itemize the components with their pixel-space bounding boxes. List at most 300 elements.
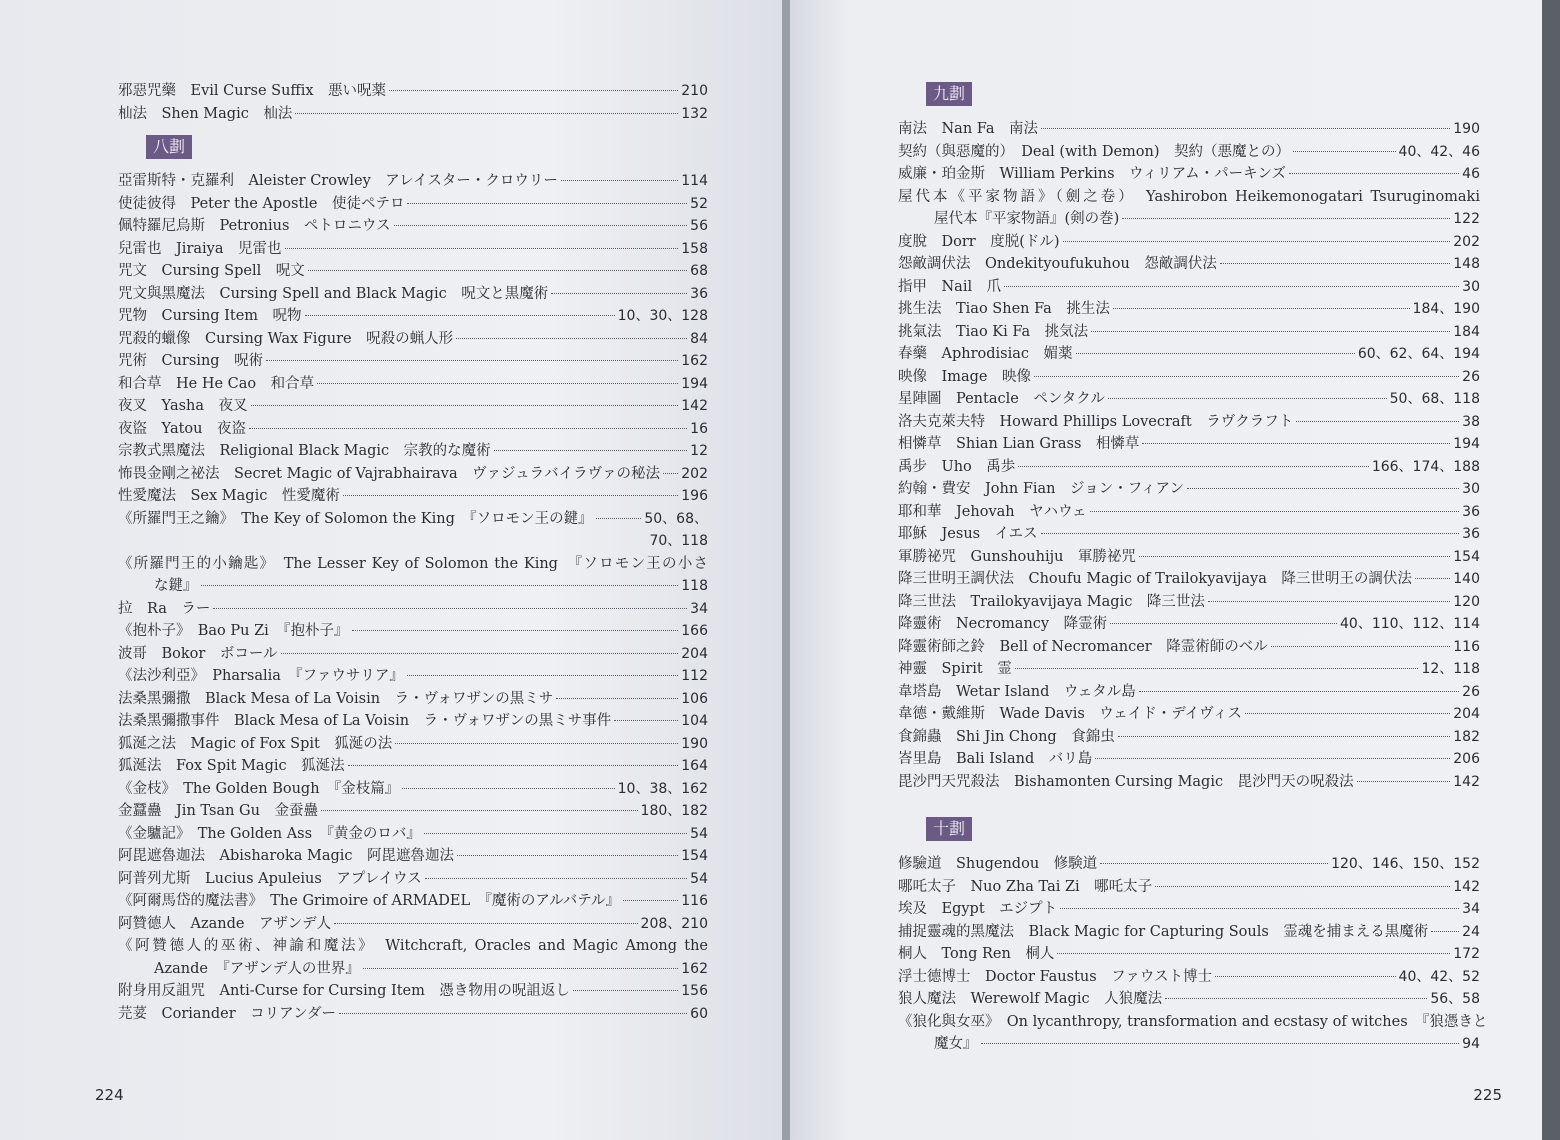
index-entry xyxy=(118,935,708,958)
dot-leader xyxy=(317,383,678,384)
entry-text: 耶穌 Jesus イエス xyxy=(898,526,1038,542)
section-heading-row xyxy=(898,80,1480,118)
entry-pages: 12 xyxy=(690,443,708,459)
entry-pages: 10、30、128 xyxy=(617,308,708,324)
section-heading-row xyxy=(898,815,1480,853)
index-entry xyxy=(118,643,708,666)
index-entry xyxy=(898,1033,1480,1056)
dot-leader xyxy=(1155,886,1450,887)
entry-text: 春藥 Aphrodisiac 媚薬 xyxy=(898,346,1073,362)
index-entry xyxy=(898,141,1480,164)
dot-leader xyxy=(1293,151,1396,152)
index-entry xyxy=(898,1011,1488,1034)
entry-text: 耶和華 Jehovah ヤハウェ xyxy=(898,503,1087,520)
entry-text: 宗教式黑魔法 Religional Black Magic 宗教的な魔術 xyxy=(118,443,491,459)
entry-text: Azande 『アザンデ人の世界』 xyxy=(154,960,360,977)
entry-pages: 156 xyxy=(681,983,708,999)
index-entry xyxy=(118,305,708,328)
index-entry xyxy=(898,921,1480,944)
entry-pages: 180、182 xyxy=(640,803,708,819)
index-entry xyxy=(898,253,1480,276)
entry-pages: 10、38、162 xyxy=(617,780,708,797)
entry-pages: 116 xyxy=(681,893,708,909)
entry-text: 捕捉靈魂的黑魔法 Black Magic for Capturing Souls 霊魂を捕まえる黒魔術 xyxy=(898,923,1429,940)
entry-pages: 172 xyxy=(1453,946,1480,962)
entry-text: 使徒彼得 Peter the Apostle 使徒ペテロ xyxy=(118,195,405,212)
index-entry xyxy=(898,231,1480,254)
index-entry xyxy=(898,276,1480,299)
entry-text: 埃及 Egypt エジプト xyxy=(898,901,1058,917)
index-entry xyxy=(118,755,708,778)
entry-pages: 142 xyxy=(1453,773,1480,790)
index-entry xyxy=(898,591,1480,614)
entry-pages: 196 xyxy=(681,488,708,504)
entry-text: 阿普列尤斯 Lucius Apuleius アプレイウス xyxy=(118,870,422,887)
entry-pages: 36 xyxy=(1462,503,1480,520)
entry-text: 《法沙利亞》 Pharsalia 『ファウサリア』 xyxy=(118,668,404,684)
index-entry xyxy=(898,681,1480,704)
index-entry xyxy=(898,703,1480,726)
entry-pages: 162 xyxy=(681,353,708,369)
entry-text: 星陣圖 Pentacle ペンタクル xyxy=(898,391,1105,407)
index-entry xyxy=(118,395,708,418)
entry-text: 怨敵調伏法 Ondekityoufukuhou 怨敵調伏法 xyxy=(898,256,1217,272)
dot-leader xyxy=(1139,691,1459,692)
entry-pages: 50、68、118 xyxy=(1389,391,1480,407)
dot-leader xyxy=(596,518,642,519)
entry-text: 挑氣法 Tiao Ki Fa 挑気法 xyxy=(898,323,1089,340)
entry-pages: 164 xyxy=(681,758,708,774)
index-entry xyxy=(118,778,708,801)
dot-leader xyxy=(305,315,615,316)
entry-pages: 34 xyxy=(690,600,708,617)
entry-pages: 40、42、52 xyxy=(1398,968,1480,985)
page-number-left: 224 xyxy=(95,1086,124,1104)
dot-leader xyxy=(334,923,637,924)
entry-text: 狐涎之法 Magic of Fox Spit 狐涎の法 xyxy=(118,735,393,752)
dot-leader xyxy=(389,90,678,91)
dot-leader xyxy=(424,833,687,834)
index-entry xyxy=(118,665,708,688)
index-entry xyxy=(118,350,708,373)
dot-leader xyxy=(1076,353,1355,354)
entry-pages: 26 xyxy=(1462,683,1480,700)
entry-text: 約翰・費安 John Fian ジョン・フィアン xyxy=(898,481,1184,497)
entry-pages: 162 xyxy=(681,960,708,977)
entry-text: 咒文 Cursing Spell 呪文 xyxy=(118,263,305,279)
index-entry xyxy=(118,845,708,868)
entry-text: 亞雷斯特・克羅利 Aleister Crowley アレイスター・クロウリー xyxy=(118,173,558,189)
entry-text: 咒術 Cursing 呪術 xyxy=(118,353,264,369)
entry-text: 《抱朴子》 Bao Pu Zi 『抱朴子』 xyxy=(118,623,349,639)
entry-pages: 52 xyxy=(690,195,708,212)
entry-text: 金蠶蠱 Jin Tsan Gu 金蚕蠱 xyxy=(118,803,318,819)
dot-leader xyxy=(1122,218,1450,219)
index-entry xyxy=(118,980,708,1003)
book-gutter xyxy=(782,0,790,1140)
dot-leader xyxy=(457,855,678,856)
entry-text: 映像 Image 映像 xyxy=(898,368,1031,385)
entry-pages: 116 xyxy=(1453,638,1480,655)
index-entry xyxy=(898,966,1480,989)
dot-leader xyxy=(1296,421,1459,422)
entry-text: 軍勝祕咒 Gunshouhiju 軍勝祕咒 xyxy=(898,548,1136,565)
entry-pages: 184、190 xyxy=(1412,301,1480,317)
dot-leader xyxy=(407,203,687,204)
dot-leader xyxy=(1118,736,1451,737)
dot-leader xyxy=(1018,466,1369,467)
index-entry xyxy=(118,193,708,216)
dot-leader xyxy=(623,900,678,901)
index-entry xyxy=(118,913,708,936)
dot-leader xyxy=(1220,263,1450,264)
entry-pages: 182 xyxy=(1453,728,1480,745)
entry-text: 禹步 Uho 禹歩 xyxy=(898,458,1016,475)
entry-text: 《阿贊德人的巫術、神諭和魔法》 Witchcraft, Oracles and Magic Among the xyxy=(118,938,708,954)
entry-pages: 70、118 xyxy=(649,533,708,549)
entry-text: 夜叉 Yasha 夜叉 xyxy=(118,398,248,414)
index-entry xyxy=(898,456,1480,479)
entry-pages: 210 xyxy=(681,83,708,99)
entry-text: 南法 Nan Fa 南法 xyxy=(898,121,1039,137)
entry-pages: 12、118 xyxy=(1421,661,1480,677)
index-entry xyxy=(118,283,708,306)
entry-pages: 122 xyxy=(1453,211,1480,227)
index-entry xyxy=(118,890,708,913)
entry-pages: 24 xyxy=(1462,923,1480,940)
index-entry xyxy=(118,485,708,508)
left-index-list xyxy=(118,80,708,1025)
dot-leader xyxy=(1431,931,1459,932)
entry-pages: 36 xyxy=(690,285,708,302)
index-entry xyxy=(118,508,708,531)
entry-text: 屋代本《平家物語》（劍之卷） Yashirobon Heikemonogatari Tsuruginomaki xyxy=(898,188,1480,205)
entry-text: 附身用反詛咒 Anti-Curse for Cursing Item 憑き物用の呪詛返し xyxy=(118,983,570,999)
entry-text: な鍵』 xyxy=(154,578,198,594)
dot-leader xyxy=(395,743,678,744)
index-entry xyxy=(118,688,708,711)
dot-leader xyxy=(1095,758,1450,759)
entry-pages: 26 xyxy=(1462,368,1480,385)
entry-text: 杣法 Shen Magic 杣法 xyxy=(118,105,293,122)
entry-pages: 120、146、150、152 xyxy=(1331,856,1480,872)
entry-text: 邪惡咒藥 Evil Curse Suffix 悪い呪薬 xyxy=(118,83,387,99)
entry-pages: 204 xyxy=(1453,706,1480,722)
entry-text: 挑生法 Tiao Shen Fa 挑生法 xyxy=(898,301,1110,317)
entry-text: 降三世法 Trailokyavijaya Magic 降三世法 xyxy=(898,593,1205,610)
entry-text: 兒雷也 Jiraiya 児雷也 xyxy=(118,240,282,257)
dot-leader xyxy=(1142,443,1450,444)
entry-text: 降靈術師之鈴 Bell of Necromancer 降霊術師のベル xyxy=(898,638,1268,655)
entry-text: 降靈術 Necromancy 降霊術 xyxy=(898,616,1108,632)
index-entry xyxy=(898,658,1480,681)
index-entry xyxy=(118,620,708,643)
entry-pages: 60 xyxy=(690,1005,708,1022)
page-number-right: 225 xyxy=(1473,1086,1502,1104)
entry-pages: 114 xyxy=(681,173,708,189)
dot-leader xyxy=(308,270,687,271)
dot-leader xyxy=(1063,241,1451,242)
entry-text: 魔女』 xyxy=(934,1036,978,1052)
entry-pages: 112 xyxy=(681,668,708,684)
index-entry xyxy=(898,388,1480,411)
section-heading: 八劃 xyxy=(146,135,192,159)
entry-pages: 202 xyxy=(681,465,708,482)
entry-pages: 154 xyxy=(1453,548,1480,565)
entry-pages: 120 xyxy=(1453,593,1480,610)
entry-pages: 54 xyxy=(690,870,708,887)
index-entry xyxy=(118,215,708,238)
index-entry xyxy=(898,411,1480,434)
entry-text: 《金驢記》 The Golden Ass 『黄金のロバ』 xyxy=(118,825,421,842)
entry-pages: 36 xyxy=(1462,526,1480,542)
entry-text: 和合草 He He Cao 和合草 xyxy=(118,375,315,392)
dot-leader xyxy=(1208,601,1450,602)
dot-leader xyxy=(663,473,678,474)
entry-text: 《狼化與女巫》 On lycanthropy, transformation and ecstasy of witches 『狼憑きと xyxy=(898,1013,1488,1030)
index-entry xyxy=(898,876,1480,899)
index-entry xyxy=(898,771,1480,794)
dot-leader xyxy=(1090,511,1460,512)
index-entry xyxy=(898,568,1480,591)
entry-pages: 206 xyxy=(1453,751,1480,767)
entry-text: 韋德・戴維斯 Wade Davis ウェイド・デイヴィス xyxy=(898,706,1242,722)
dot-leader xyxy=(456,338,687,339)
index-entry xyxy=(898,748,1480,771)
index-entry xyxy=(118,958,708,981)
dot-leader xyxy=(1015,668,1419,669)
dot-leader xyxy=(1215,976,1396,977)
entry-text: 《所羅門王的小鑰匙》 The Lesser Key of Solomon the King 『ソロモン王の小さ xyxy=(118,555,708,572)
entry-text: 芫荽 Coriander コリアンダー xyxy=(118,1005,337,1022)
entry-pages: 50、68、 xyxy=(644,510,708,527)
index-entry xyxy=(118,80,708,103)
index-entry xyxy=(898,613,1480,636)
index-entry xyxy=(898,636,1480,659)
index-entry xyxy=(898,853,1480,876)
entry-pages: 158 xyxy=(681,240,708,257)
index-entry xyxy=(898,501,1480,524)
index-entry xyxy=(118,1003,708,1026)
dot-leader xyxy=(1139,556,1450,557)
index-entry xyxy=(118,463,708,486)
index-entry xyxy=(118,440,708,463)
index-entry xyxy=(118,868,708,891)
dot-leader xyxy=(201,585,679,586)
dot-leader xyxy=(1034,376,1459,377)
dot-leader xyxy=(363,968,678,969)
entry-text: 契約（與惡魔的） Deal (with Demon) 契約（悪魔との） xyxy=(898,143,1291,160)
entry-pages: 190 xyxy=(1453,121,1480,137)
entry-text: 神靈 Spirit 霊 xyxy=(898,661,1012,677)
entry-text: 毘沙門天咒殺法 Bishamonten Cursing Magic 毘沙門天の呪殺法 xyxy=(898,773,1354,790)
dot-leader xyxy=(321,810,638,811)
dot-leader xyxy=(1271,646,1451,647)
entry-pages: 142 xyxy=(681,398,708,414)
entry-pages: 190 xyxy=(681,735,708,752)
entry-text: 《金枝》 The Golden Bough 『金枝篇』 xyxy=(118,780,400,797)
index-entry xyxy=(898,298,1480,321)
entry-text: 威廉・珀金斯 William Perkins ウィリアム・パーキンズ xyxy=(898,166,1287,182)
entry-text: 屋代本『平家物語』(剣の巻) xyxy=(934,211,1120,227)
index-entry xyxy=(898,478,1480,501)
section-heading: 九劃 xyxy=(926,82,972,106)
index-entry xyxy=(118,733,708,756)
entry-text: 法桑黑彌撒 Black Mesa of La Voisin ラ・ヴォワザンの黒ミサ xyxy=(118,690,554,707)
entry-text: 咒物 Cursing Item 呪物 xyxy=(118,308,302,324)
index-entry xyxy=(898,943,1480,966)
dot-leader xyxy=(1113,308,1410,309)
entry-pages: 132 xyxy=(681,105,708,122)
index-entry xyxy=(118,598,708,621)
entry-pages: 202 xyxy=(1453,233,1480,250)
entry-pages: 118 xyxy=(681,578,708,594)
dot-leader xyxy=(1041,533,1460,534)
section-heading: 十劃 xyxy=(926,817,972,841)
dot-leader xyxy=(266,360,678,361)
entry-text: 法桑黑彌撒事件 Black Mesa of La Voisin ラ・ヴォワザンの黒ミサ事件 xyxy=(118,713,612,729)
entry-text: 夜盜 Yatou 夜盗 xyxy=(118,420,246,437)
dot-leader xyxy=(249,428,687,429)
index-entry xyxy=(118,170,708,193)
dot-leader xyxy=(1110,623,1337,624)
entry-pages: 30 xyxy=(1462,481,1480,497)
index-entry xyxy=(118,373,708,396)
entry-text: 狼人魔法 Werewolf Magic 人狼魔法 xyxy=(898,991,1163,1007)
entry-text: 佩特羅尼烏斯 Petronius ペトロニウス xyxy=(118,218,391,234)
entry-text: 食錦蟲 Shi Jin Chong 食錦虫 xyxy=(898,728,1115,745)
dot-leader xyxy=(281,653,679,654)
entry-text: 修驗道 Shugendou 修験道 xyxy=(898,856,1098,872)
index-entry xyxy=(118,418,708,441)
dot-leader xyxy=(402,788,614,789)
index-entry xyxy=(898,321,1480,344)
entry-pages: 68 xyxy=(690,263,708,279)
entry-pages: 142 xyxy=(1453,878,1480,895)
right-index-list xyxy=(898,80,1488,1056)
section-gap xyxy=(898,793,1480,815)
dot-leader xyxy=(407,675,678,676)
entry-pages: 194 xyxy=(1453,436,1480,452)
entry-pages: 154 xyxy=(681,848,708,864)
dot-leader xyxy=(1004,286,1459,287)
entry-pages: 104 xyxy=(681,713,708,729)
dot-leader xyxy=(1415,578,1450,579)
index-entry xyxy=(118,328,708,351)
dot-leader xyxy=(1041,128,1450,129)
index-entry xyxy=(898,343,1480,366)
index-entry xyxy=(898,523,1480,546)
dot-leader xyxy=(561,180,678,181)
dot-leader xyxy=(425,878,688,879)
index-entry xyxy=(898,163,1480,186)
dot-leader xyxy=(285,248,679,249)
entry-text: 相憐草 Shian Lian Grass 相憐草 xyxy=(898,436,1140,452)
dot-leader xyxy=(348,765,679,766)
index-entry xyxy=(898,546,1480,569)
dot-leader xyxy=(295,113,678,114)
index-entry xyxy=(118,823,708,846)
entry-pages: 38 xyxy=(1462,413,1480,430)
entry-text: 怖畏金剛之祕法 Secret Magic of Vajrabhairava ヴァジュラバイラヴァの秘法 xyxy=(118,465,661,482)
entry-pages: 56、58 xyxy=(1430,991,1480,1007)
entry-pages: 54 xyxy=(690,825,708,842)
entry-pages: 84 xyxy=(690,330,708,347)
entry-text: 《所羅門王之鑰》 The Key of Solomon the King 『ソロモン王の鍵』 xyxy=(118,510,593,527)
index-entry xyxy=(118,553,708,576)
page-edge xyxy=(1542,0,1560,1140)
index-entry xyxy=(898,898,1480,921)
entry-text: 度脫 Dorr 度脱(ドル) xyxy=(898,233,1060,250)
dot-leader xyxy=(343,495,678,496)
entry-text: 拉 Ra ラー xyxy=(118,600,211,617)
dot-leader xyxy=(1091,331,1450,332)
dot-leader xyxy=(1100,863,1328,864)
dot-leader xyxy=(339,1013,687,1014)
entry-pages: 56 xyxy=(690,218,708,234)
index-entry xyxy=(898,118,1480,141)
dot-leader xyxy=(494,450,688,451)
entry-pages: 94 xyxy=(1462,1036,1480,1052)
index-entry xyxy=(898,988,1480,1011)
entry-text: 《阿爾馬岱的魔法書》 The Grimoire of ARMADEL 『魔術のアルバテル』 xyxy=(118,893,621,909)
entry-pages: 140 xyxy=(1453,571,1480,587)
entry-text: 韋塔島 Wetar Island ウェタル島 xyxy=(898,683,1136,700)
entry-text: 狐涎法 Fox Spit Magic 狐涎法 xyxy=(118,758,345,774)
entry-pages: 166 xyxy=(681,623,708,639)
entry-pages: 208、210 xyxy=(640,915,708,932)
dot-leader xyxy=(213,608,687,609)
entry-pages: 40、110、112、114 xyxy=(1340,616,1480,632)
dot-leader xyxy=(556,698,678,699)
dot-leader xyxy=(614,720,678,721)
entry-text: 浮士德博士 Doctor Faustus ファウスト博士 xyxy=(898,968,1212,985)
entry-pages: 46 xyxy=(1462,166,1480,182)
dot-leader xyxy=(1057,953,1450,954)
entry-text: 阿毘遮魯迦法 Abisharoka Magic 阿毘遮魯迦法 xyxy=(118,848,455,864)
index-entry xyxy=(118,710,708,733)
dot-leader xyxy=(251,405,679,406)
index-entry xyxy=(898,186,1480,209)
entry-text: 洛夫克萊夫特 Howard Phillips Lovecraft ラヴクラフト xyxy=(898,413,1294,430)
entry-pages: 148 xyxy=(1453,256,1480,272)
entry-text: 咒文與黑魔法 Cursing Spell and Black Magic 呪文と黒魔術 xyxy=(118,285,549,302)
entry-pages: 34 xyxy=(1462,901,1480,917)
entry-pages: 184 xyxy=(1453,323,1480,340)
entry-pages: 166、174、188 xyxy=(1371,458,1480,475)
entry-text: 桐人 Tong Ren 桐人 xyxy=(898,946,1055,962)
entry-pages: 194 xyxy=(681,375,708,392)
dot-leader xyxy=(551,293,687,294)
right-page xyxy=(790,0,1542,1140)
entry-text: 哪吒太子 Nuo Zha Tai Zi 哪吒太子 xyxy=(898,878,1153,895)
entry-pages: 30 xyxy=(1462,278,1480,295)
entry-pages: 40、42、46 xyxy=(1398,143,1480,160)
dot-leader xyxy=(1187,488,1459,489)
entry-text: 降三世明王調伏法 Choufu Magic of Trailokyavijaya 降三世明王の調伏法 xyxy=(898,571,1412,587)
index-entry xyxy=(118,575,708,598)
index-entry xyxy=(118,260,708,283)
entry-pages: 106 xyxy=(681,690,708,707)
index-entry xyxy=(118,103,708,126)
dot-leader xyxy=(981,1043,1460,1044)
index-entry xyxy=(898,208,1480,231)
index-entry xyxy=(118,238,708,261)
index-entry xyxy=(118,800,708,823)
entry-pages: 60、62、64、194 xyxy=(1357,346,1480,362)
dot-leader xyxy=(1060,908,1459,909)
section-heading-row xyxy=(118,125,708,170)
